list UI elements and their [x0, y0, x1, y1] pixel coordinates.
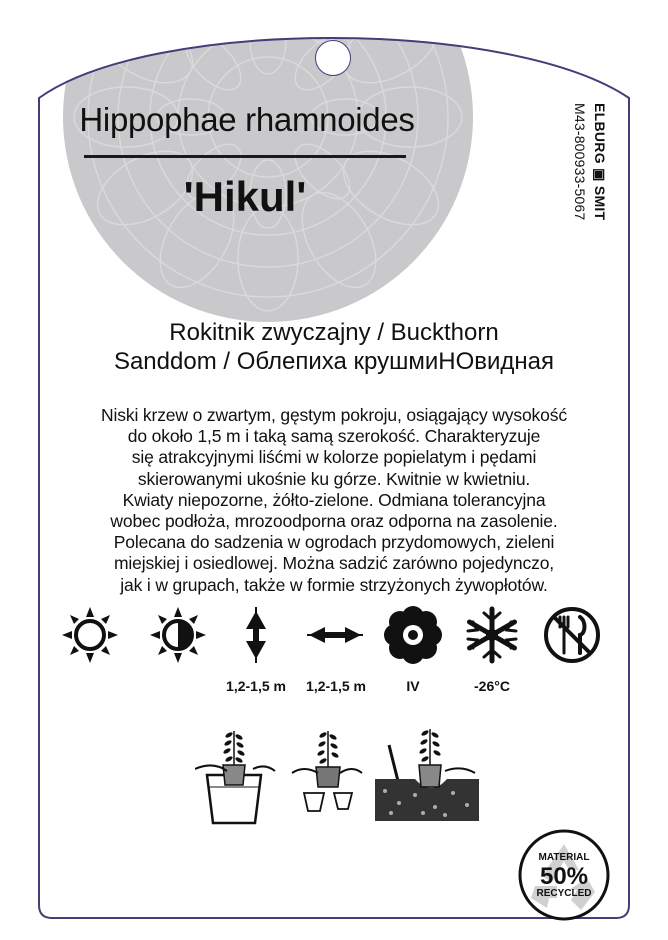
recycled-badge: [517, 828, 611, 922]
step-plant-icon: [375, 729, 479, 821]
description-line: jak i w grupach, także w formie strzyżonych żywopłotów.: [120, 574, 548, 595]
badge-percent: 50%: [539, 863, 589, 890]
width-caption: 1,2-1,5 m: [306, 678, 366, 694]
common-names: [40, 318, 628, 376]
common-name-line: Sanddom / Облепиха крушмиНОвидная: [113, 348, 555, 375]
description-line: skierowanymi ukośnie ku górze. Kwitnie w kwietniu.: [137, 468, 531, 489]
brand-name: ELBURG ▣ SMIT: [592, 103, 608, 221]
code-vertical: [570, 103, 590, 293]
cultivar-name: 'Hikul': [183, 173, 307, 220]
snowflake-icon: [462, 605, 522, 665]
planting-steps-illustration: [195, 725, 480, 830]
hardiness-caption: -26°C: [474, 678, 510, 694]
width-arrow-icon: [305, 605, 365, 665]
common-name-line: Rokitnik zwyczajny / Buckthorn: [169, 319, 499, 346]
description: [40, 405, 628, 596]
flowering-caption: IV: [406, 678, 420, 694]
description-line: Kwiaty niepozorne, żółto-zielone. Odmiana tolerancyjna: [122, 489, 546, 510]
latin-name: Hippophae rhamnoides: [79, 101, 415, 138]
description-line: Polecana do sadzenia w ogrodach przydomowych, zieleni: [113, 532, 555, 553]
care-icons-row: [60, 605, 620, 695]
brand-vertical: [590, 103, 610, 293]
description-line: miejskiej i osiedlowej. Można sadzić zarówno pojedynczo,: [113, 553, 554, 574]
step-unpot-icon: [292, 731, 362, 811]
title-divider: [84, 155, 406, 158]
description-line: wobec podłoża, mrozoodporna oraz odporna na zasolenie.: [110, 511, 558, 532]
description-line: do około 1,5 m i taką samą szerokość. Charakteryzuje: [127, 426, 541, 447]
badge-line1: MATERIAL: [538, 852, 590, 863]
description-line: się atrakcyjnymi liśćmi w kolorze popielatym i pędami: [131, 447, 537, 468]
badge-line3: RECYCLED: [536, 888, 592, 899]
hanging-hole: [315, 40, 351, 76]
flower-icon: [383, 605, 443, 665]
half-shade-icon: [148, 605, 208, 665]
height-caption: 1,2-1,5 m: [226, 678, 286, 694]
description-line: Niski krzew o zwartym, gęstym pokroju, osiągający wysokość: [101, 405, 567, 425]
height-arrow-icon: [226, 605, 286, 665]
step-soak-icon: [195, 731, 275, 823]
full-sun-icon: [60, 605, 120, 665]
product-code: M43-800933-5067: [572, 103, 588, 221]
not-edible-icon: [542, 605, 602, 665]
